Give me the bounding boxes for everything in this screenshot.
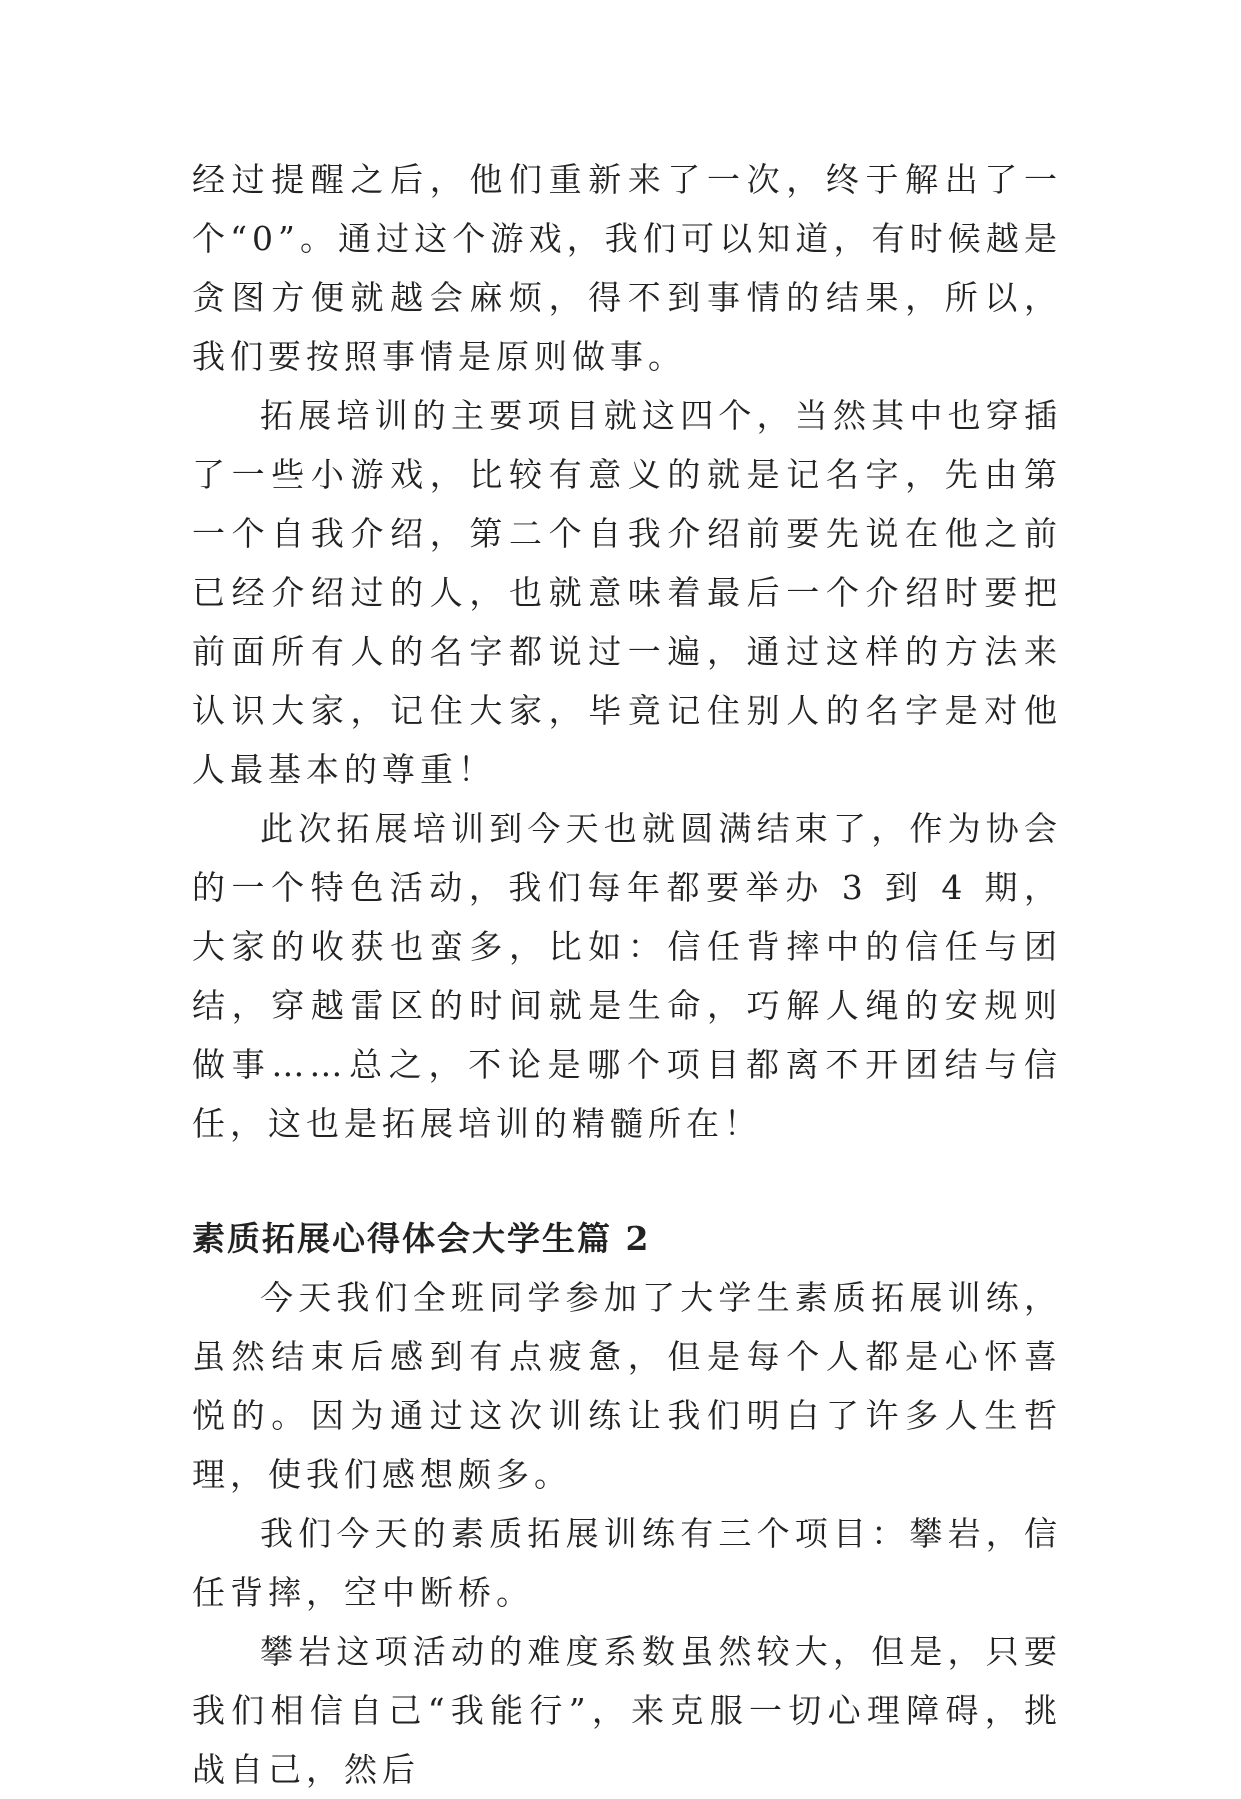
paragraph-4: 今天我们全班同学参加了大学生素质拓展训练，虽然结束后感到有点疲惫，但是每个人都是心怀喜悦的。因为通过这次训练让我们明白了许多人生哲理，使我们感想颇多。 [192,1278,1062,1494]
paragraph-5: 我们今天的素质拓展训练有三个项目：攀岩，信任背摔，空中断桥。 [192,1514,1062,1612]
section-heading: 素质拓展心得体会大学生篇 2 [192,1219,651,1258]
paragraph-1: 经过提醒之后，他们重新来了一次，终于解出了一个“0”。通过这个游戏，我们可以知道，有时候越是贪图方便就越会麻烦，得不到事情的结果，所以，我们要按照事情是原则做事。 [192,160,1062,376]
document-body [192,150,1062,1799]
paragraph-3: 此次拓展培训到今天也就圆满结束了，作为协会的一个特色活动，我们每年都要举办 3 到 4 期，大家的收获也蛮多，比如：信任背摔中的信任与团结，穿越雷区的时间就是生命，巧解人绳的安规则做事……总之，不论是哪个项目都离不开团结与信任，这也是拓展培训的精髓所在！ [192,809,1062,1143]
paragraph-2: 拓展培训的主要项目就这四个，当然其中也穿插了一些小游戏，比较有意义的就是记名字，先由第一个自我介绍，第二个自我介绍前要先说在他之前已经介绍过的人，也就意味着最后一个介绍时要把前面所有人的名字都说过一遍，通过这样的方法来认识大家，记住大家，毕竟记住别人的名字是对他人最基本的尊重！ [192,396,1062,789]
paragraph-6: 攀岩这项活动的难度系数虽然较大，但是，只要我们相信自己“我能行”，来克服一切心理障碍，挑战自己，然后 [192,1632,1062,1789]
